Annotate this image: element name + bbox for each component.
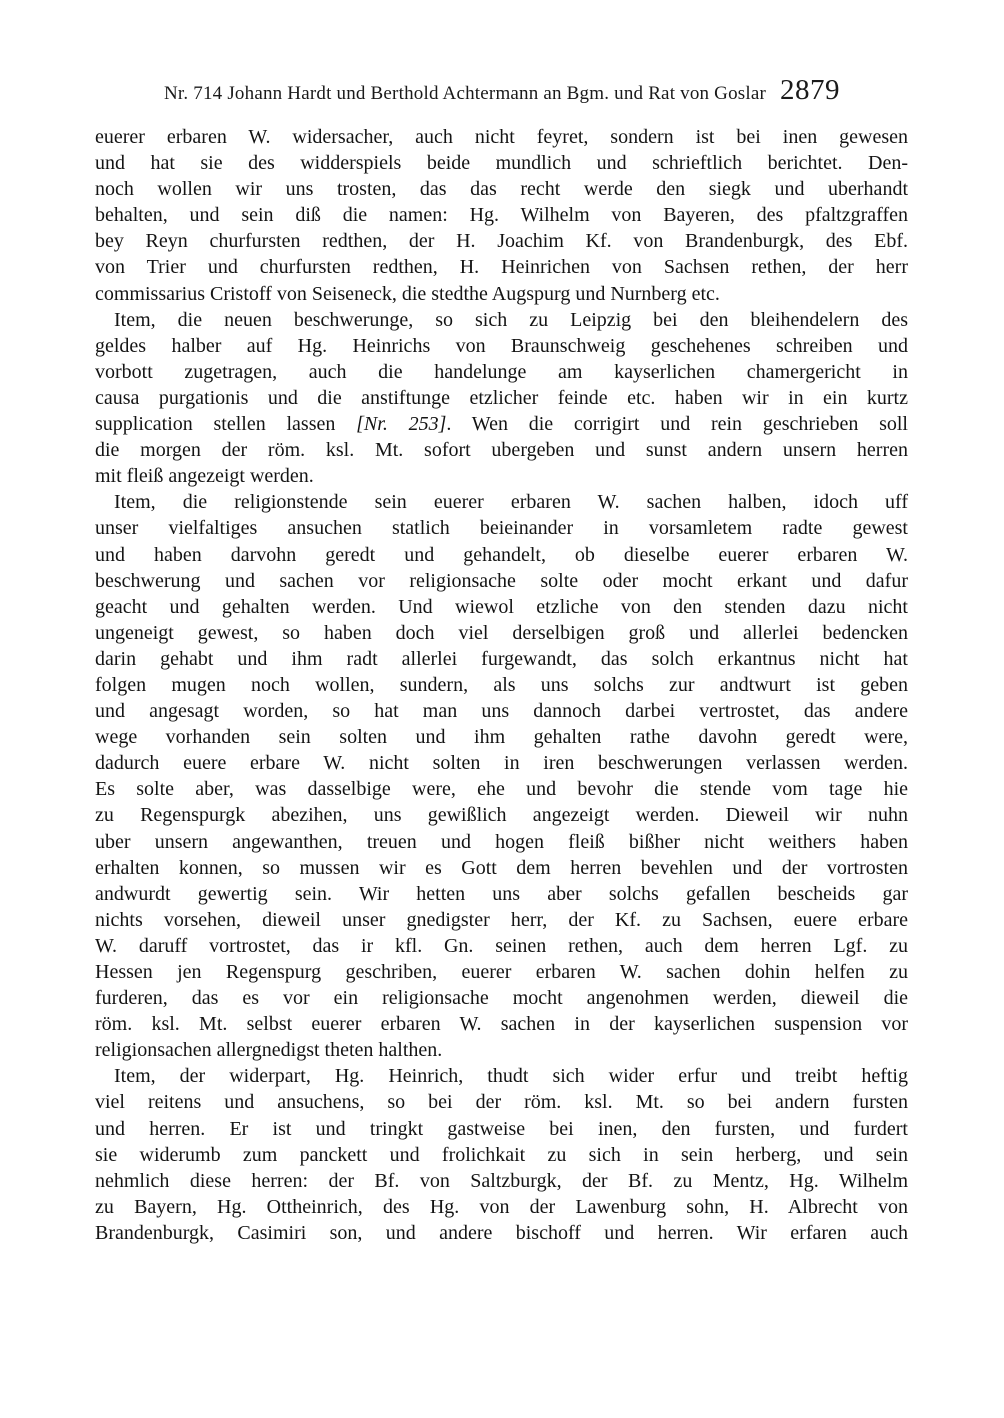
- text-line: Item, der widerpart, Hg. Heinrich, thudt sich wider erfur und treibt heftig: [114, 1065, 908, 1088]
- text-line: erhalten konnen, so mussen wir es Gott dem herren bevehlen und der vortrosten: [95, 856, 908, 879]
- text-line: darin gehabt und ihm radt allerlei furgewandt, das solch erkantnus nicht hat: [95, 647, 908, 670]
- text-line: nichts vorsehen, dieweil unser gnedigster herr, der Kf. zu Sachsen, euere erbare: [95, 908, 908, 931]
- text-line: röm. ksl. Mt. selbst euerer erbaren W. sachen in der kayserlichen suspension vor: [95, 1013, 908, 1036]
- text-line: unser vielfaltiges ansuchen statlich beieinander in vorsamletem radte gewest: [95, 517, 908, 540]
- text-line: zu Bayern, Hg. Ottheinrich, des Hg. von der Lawenburg sohn, H. Albrecht von: [95, 1195, 908, 1218]
- text-line: mit fleiß angezeigt werden.: [95, 465, 314, 488]
- text-line: noch wollen wir uns trosten, das das recht werde den siegk und uberhandt: [95, 178, 908, 201]
- text-line: dadurch euere erbare W. nicht solten in iren beschwerungen verlassen werden.: [95, 752, 908, 775]
- text-line: wege vorhanden sein solten und ihm gehalten rathe davohn geredt were,: [95, 726, 908, 749]
- text-line: Hessen jen Regenspurg geschriben, euerer erbaren W. sachen dohin helfen zu: [95, 961, 908, 983]
- text-line: vorbott zugetragen, auch die handelunge am kayserlichen chamergericht in: [95, 360, 908, 383]
- text-line: religionsachen allergnedigst theten halthen.: [95, 1039, 443, 1062]
- text-line: und herren. Er ist und tringkt gastweise bei inen, den fursten, und furdert: [95, 1117, 908, 1140]
- text-line: folgen mugen noch wollen, sundern, als uns solchs zur andtwurt ist geben: [95, 673, 908, 696]
- text-line: sie widerumb zum panckett und frolichkait zu sich in sein herberg, und sein: [95, 1143, 908, 1166]
- text-line: causa purgationis und die anstiftunge etzlicher feinde etc. haben wir in ein kurtz: [95, 386, 908, 409]
- text-line: ungeneigt gewest, so haben doch viel derselbigen groß und allerlei bedencken: [95, 621, 908, 644]
- text-line: viel reitens und ansuchens, so bei der röm. ksl. Mt. so bei andern fursten: [95, 1091, 908, 1114]
- page-number: 2879: [780, 74, 841, 106]
- editorial-reference: [Nr. 253]: [356, 413, 447, 436]
- text-line: geacht und gehalten werden. Und wiewol etzliche von den stenden dazu nicht: [95, 595, 908, 618]
- text-line: und hat sie des widderspiels beide mundlich und schrieftlich berichtet. Den-: [95, 152, 908, 175]
- text-line: Item, die neuen beschwerunge, so sich zu Leipzig bei den bleihendelern des: [114, 308, 908, 331]
- text-line: die morgen der röm. ksl. Mt. sofort ubergeben und sunst andern unsern herren: [95, 439, 908, 462]
- text-line: andwurdt gewertig sein. Wir hetten uns aber solchs gefallen bescheids gar: [95, 882, 908, 905]
- text-line: [95, 411, 908, 437]
- text-line: euerer erbaren W. widersacher, auch nicht feyret, sondern ist bei inen gewesen: [95, 126, 908, 148]
- text-line: von Trier und churfursten redthen, H. Heinrichen von Sachsen rethen, der herr: [95, 256, 908, 279]
- text-line: nehmlich diese herren: der Bf. von Saltzburgk, der Bf. zu Mentz, Hg. Wilhelm: [95, 1169, 908, 1192]
- running-header: [0, 74, 1004, 107]
- text-line: und haben darvohn geredt und gehandelt, ob dieselbe euerer erbaren W.: [95, 543, 908, 566]
- text-line: W. daruff vortrostet, das ir kfl. Gn. seinen rethen, auch dem herren Lgf. zu: [95, 934, 908, 957]
- text-line: bey Reyn churfursten redthen, der H. Joachim Kf. von Brandenburgk, des Ebf.: [95, 230, 908, 253]
- text-line: Item, die religionstende sein euerer erbaren W. sachen halben, idoch uff: [114, 491, 908, 514]
- text-segment: . Wen die corrigirt und rein geschrieben soll: [446, 413, 908, 436]
- text-line: behalten, und sein diß die namen: Hg. Wilhelm von Bayeren, des pfaltzgraffen: [95, 204, 908, 227]
- text-line: beschwerung und sachen vor religionsache solte oder mocht erkant und dafur: [95, 569, 908, 592]
- running-title: Nr. 714 Johann Hardt und Berthold Achtermann an Bgm. und Rat von Goslar: [163, 83, 767, 104]
- text-line: Brandenburgk, Casimiri son, und andere bischoff und herren. Wir erfaren auch: [95, 1221, 908, 1244]
- text-line: furderen, das es vor ein religionsache mocht angenohmen werden, dieweil die: [95, 987, 908, 1010]
- text-line: zu Regenspurgk abezihen, uns gewißlich angezeigt werden. Dieweil wir nuhn: [95, 804, 908, 827]
- text-line: geldes halber auf Hg. Heinrichs von Braunschweig geschehenes schreiben und: [95, 334, 908, 357]
- text-line: und angesagt worden, so hat man uns dannoch darbei vertrostet, das andere: [95, 700, 908, 723]
- text-segment: supplication stellen lassen: [95, 413, 357, 436]
- text-line: Es solte aber, was dasselbige were, ehe und bevohr die stende vom tage hie: [95, 778, 908, 801]
- body-text: [95, 124, 908, 1246]
- text-line: commissarius Cristoff von Seiseneck, die stedthe Augspurg und Nurnberg etc.: [95, 282, 720, 305]
- text-line: uber unsern angewanthen, treuen und hogen fleiß bißher nicht weithers haben: [95, 830, 908, 853]
